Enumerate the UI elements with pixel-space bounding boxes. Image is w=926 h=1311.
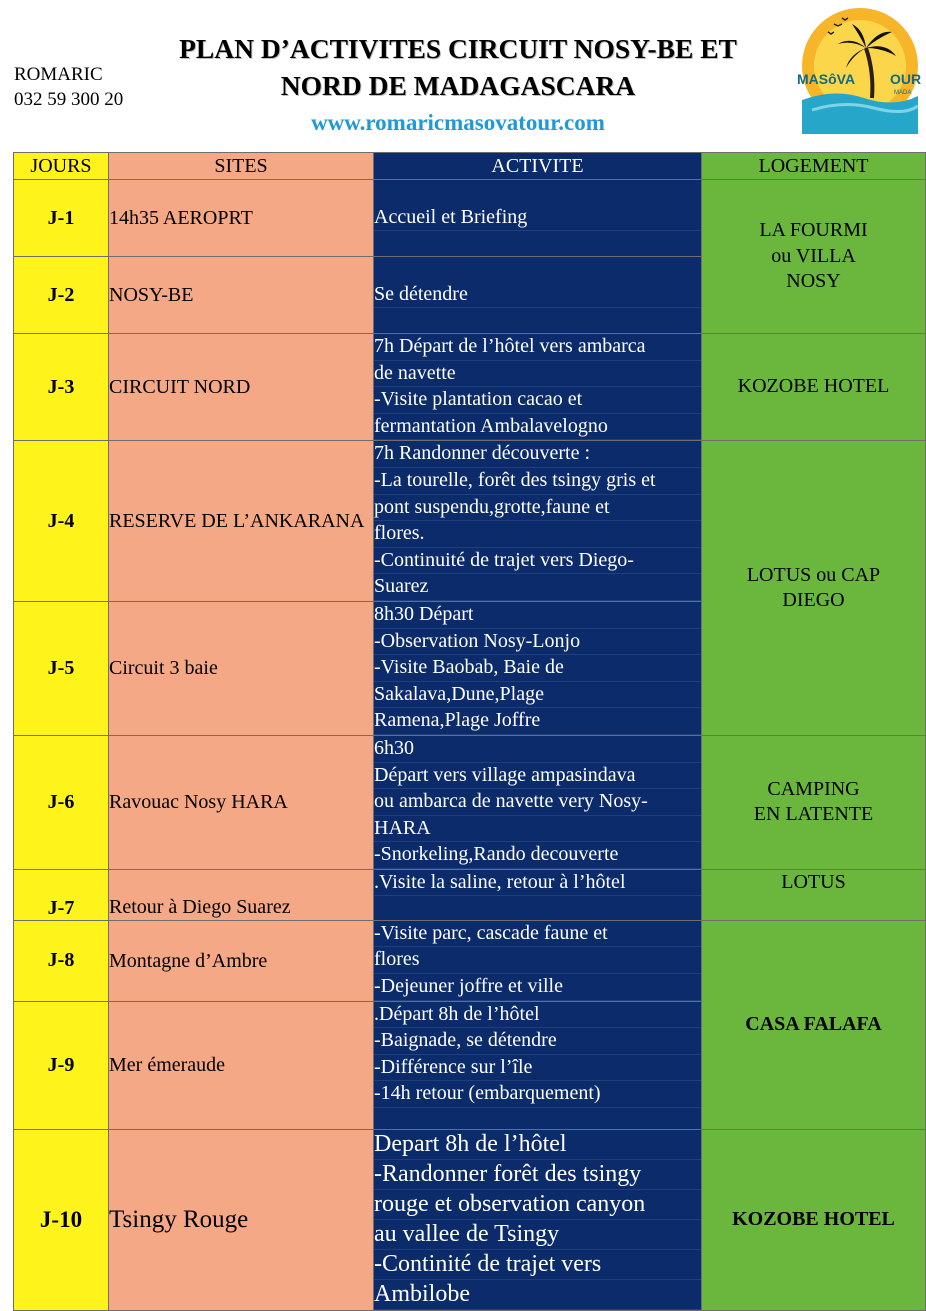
site-cell: Retour à Diego Suarez — [109, 869, 374, 920]
logo-subtext: MADA — [894, 90, 912, 96]
activite-line: -Continuité de trajet vers Diego- — [374, 548, 701, 575]
header-sites: SITES — [109, 153, 374, 180]
header-logement: LOGEMENT — [702, 153, 926, 180]
logement-cell: KOZOBE HOTEL — [702, 334, 926, 441]
activite-line: au vallee de Tsingy — [374, 1220, 701, 1250]
activite-line: Sakalava,Dune,Plage — [374, 682, 701, 709]
table-row — [14, 869, 926, 920]
masova-tour-logo — [794, 2, 924, 134]
jour-cell: J-8 — [14, 920, 109, 1001]
activite-line: -Baignade, se détendre — [374, 1028, 701, 1055]
activite-line: -Snorkeling,Rando decouverte — [374, 842, 701, 869]
contact-block — [14, 62, 123, 112]
activite-line: 7h Départ de l’hôtel vers ambarca — [374, 334, 701, 361]
activite-line: -Visite parc, cascade faune et — [374, 921, 701, 948]
activite-cell — [374, 869, 702, 920]
table-row — [14, 920, 926, 1001]
jour-cell: J-1 — [14, 180, 109, 257]
website-link[interactable]: www.romaricmasovatour.com — [311, 110, 605, 135]
logement-cell: CAMPING EN LATENTE — [702, 735, 926, 869]
site-cell: Mer émeraude — [109, 1001, 374, 1129]
contact-name: ROMARIC — [14, 64, 103, 85]
activite-line: Suarez — [374, 574, 701, 601]
logement-cell: LA FOURMI ou VILLA NOSY — [702, 180, 926, 334]
activite-line: -Observation Nosy-Lonjo — [374, 629, 701, 656]
activite-cell — [374, 334, 702, 441]
site-cell: CIRCUIT NORD — [109, 334, 374, 441]
logement-cell: LOTUS ou CAP DIEGO — [702, 441, 926, 736]
site-cell: RESERVE DE L’ANKARANA — [109, 441, 374, 602]
site-cell: Ravouac Nosy HARA — [109, 735, 374, 869]
activite-line: Depart 8h de l’hôtel — [374, 1130, 701, 1160]
activite-line: .Départ 8h de l’hôtel — [374, 1002, 701, 1029]
activite-line: .Visite la saline, retour à l’hôtel — [374, 870, 701, 897]
table-header-row — [14, 153, 926, 180]
activite-line: 6h30 — [374, 736, 701, 763]
activite-line: Ambilobe — [374, 1280, 701, 1310]
activite-line: 8h30 Départ — [374, 602, 701, 629]
activite-line: -Différence sur l’île — [374, 1055, 701, 1082]
activite-line: flores — [374, 947, 701, 974]
activite-line: Ramena,Plage Joffre — [374, 708, 701, 735]
jour-cell: J-7 — [14, 869, 109, 920]
activite-cell — [374, 180, 702, 257]
jour-cell: J-4 — [14, 441, 109, 602]
activite-line: fermantation Ambalavelogno — [374, 414, 701, 441]
table-row — [14, 1129, 926, 1310]
activite-line: Accueil et Briefing — [374, 205, 701, 232]
logo-text-right: OUR — [890, 71, 922, 87]
logement-cell: KOZOBE HOTEL — [702, 1129, 926, 1310]
table-row — [14, 334, 926, 441]
activite-line: -Continité de trajet vers — [374, 1250, 701, 1280]
logement-cell: LOTUS — [702, 869, 926, 920]
activite-line: -Visite plantation cacao et — [374, 387, 701, 414]
activite-line: de navette — [374, 361, 701, 388]
activite-line: 7h Randonner découverte : — [374, 441, 701, 468]
activite-line: ou ambarca de navette very Nosy- — [374, 789, 701, 816]
logo-graphic — [794, 2, 924, 134]
site-cell: 14h35 AEROPRT — [109, 180, 374, 257]
activite-cell — [374, 257, 702, 334]
site-cell: NOSY-BE — [109, 257, 374, 334]
jour-cell: J-10 — [14, 1129, 109, 1310]
site-cell: Circuit 3 baie — [109, 601, 374, 735]
page-title — [120, 30, 796, 104]
jour-cell: J-6 — [14, 735, 109, 869]
title-line-1: PLAN D’ACTIVITES CIRCUIT NOSY-BE ET — [179, 33, 737, 64]
table-row — [14, 735, 926, 869]
contact-phone: 032 59 300 20 — [14, 89, 124, 110]
jour-cell: J-5 — [14, 601, 109, 735]
activite-line: Se détendre — [374, 282, 701, 309]
logement-cell: CASA FALAFA — [702, 920, 926, 1129]
header-jours: JOURS — [14, 153, 109, 180]
activite-line: Départ vers village ampasindava — [374, 763, 701, 790]
title-line-2: NORD DE MADAGASCARA — [280, 70, 636, 101]
activite-cell — [374, 1001, 702, 1129]
activite-line: flores. — [374, 521, 701, 548]
logo-text-left: MASôVA — [797, 71, 856, 87]
activite-line: pont suspendu,grotte,faune et — [374, 495, 701, 522]
activity-plan-table — [13, 152, 926, 1311]
jour-cell: J-3 — [14, 334, 109, 441]
activite-line: HARA — [374, 816, 701, 843]
site-cell: Montagne d’Ambre — [109, 920, 374, 1001]
header-activite: ACTIVITE — [374, 153, 702, 180]
activite-line: -La tourelle, forêt des tsingy gris et — [374, 468, 701, 495]
activite-line: -Randonner forêt des tsingy — [374, 1160, 701, 1190]
activite-cell — [374, 920, 702, 1001]
activite-line: -14h retour (embarquement) — [374, 1081, 701, 1108]
jour-cell: J-9 — [14, 1001, 109, 1129]
table-row — [14, 180, 926, 257]
activite-cell — [374, 735, 702, 869]
activite-cell — [374, 441, 702, 602]
activite-line: -Dejeuner joffre et ville — [374, 974, 701, 1001]
jour-cell: J-2 — [14, 257, 109, 334]
activite-line: -Visite Baobab, Baie de — [374, 655, 701, 682]
table-row — [14, 441, 926, 602]
site-cell: Tsingy Rouge — [109, 1129, 374, 1310]
activite-cell — [374, 601, 702, 735]
activite-line: rouge et observation canyon — [374, 1190, 701, 1220]
activite-cell — [374, 1129, 702, 1310]
